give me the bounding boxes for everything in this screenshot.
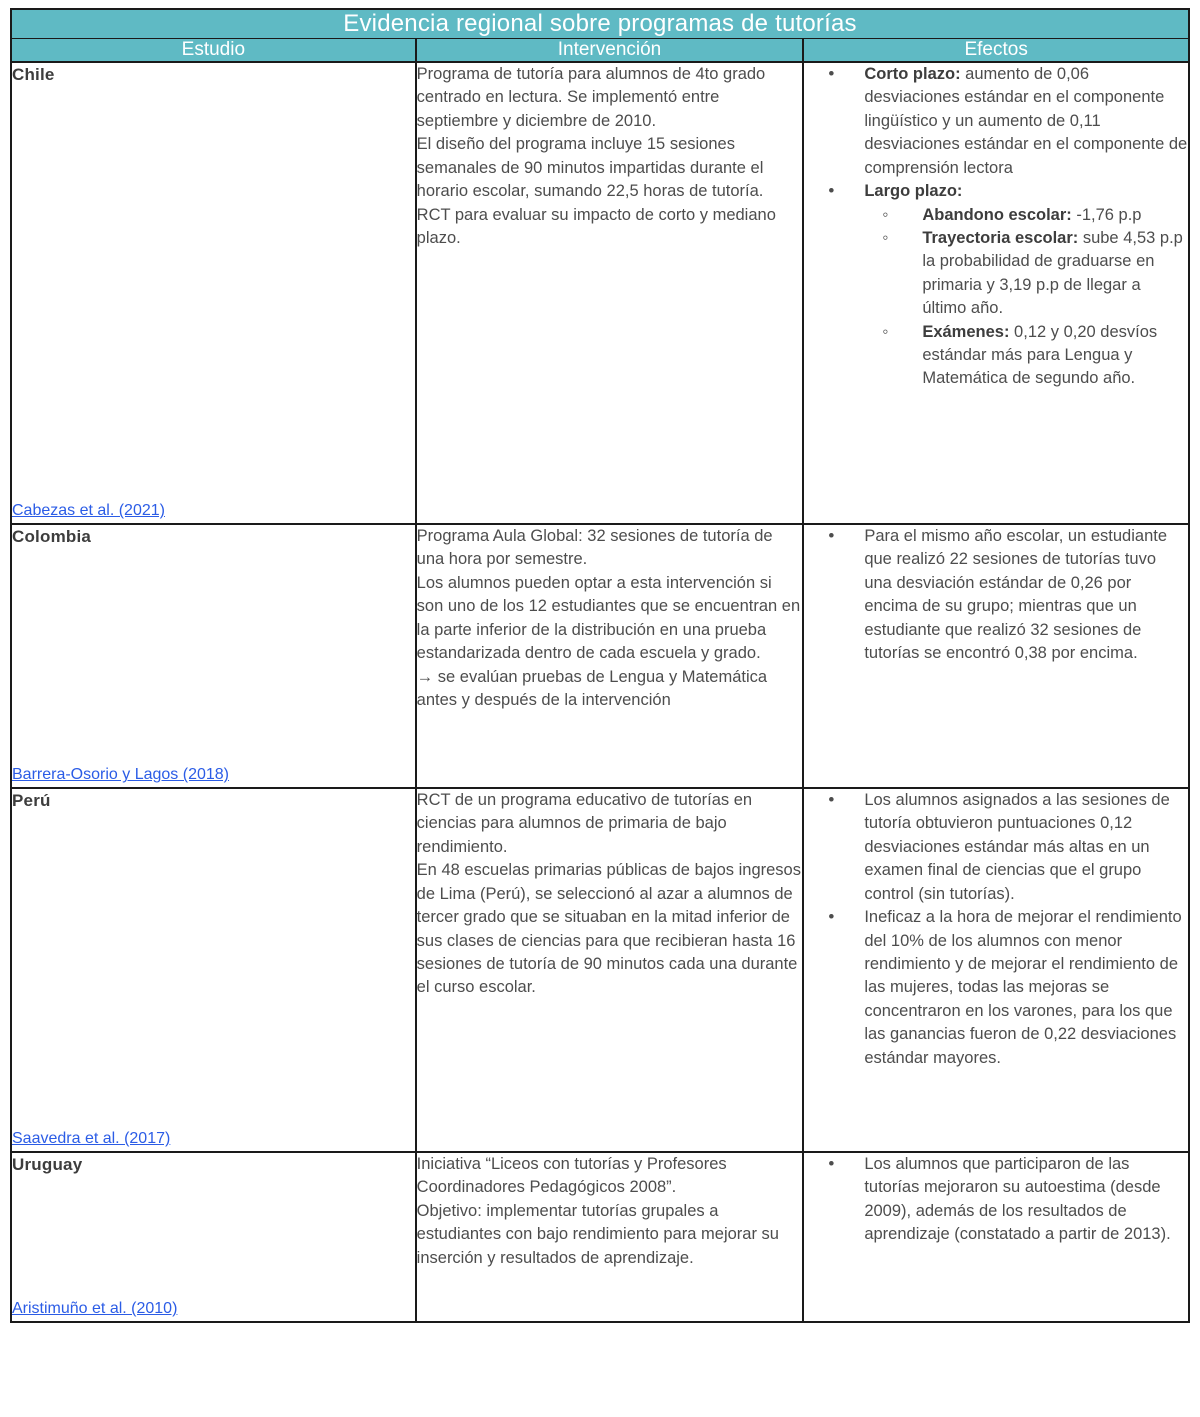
efecto-subtext: sube 4,53 p.p la probabilidad de graduarse en primaria y 3,19 p.p de llegar a último año. — [922, 228, 1183, 318]
efecto-item — [804, 906, 1188, 1070]
efecto-subitem — [864, 321, 1188, 391]
efectos-list — [804, 1153, 1188, 1247]
cell-efectos — [803, 788, 1189, 1152]
estudio-inner — [12, 525, 415, 787]
efecto-subtext: 0,12 y 0,20 desvíos estándar más para Lengua y Matemática de segundo año. — [922, 322, 1158, 388]
efecto-text: Para el mismo año escolar, un estudiante que realizó 22 sesiones de tutorías tuvo una desviación estándar de 0,26 por encima de su grupo; mientras que un estudiante que realizó 32 sesiones de tutorías se encontró 0,38 por encima. — [864, 527, 1167, 663]
efecto-text: Los alumnos asignados a las sesiones de tutoría obtuvieron puntuaciones 0,12 desviaciones estándar más altas en un examen final de ciencias que el grupo control (sin tutorías). — [864, 791, 1170, 903]
citation-wrapper — [12, 1289, 415, 1321]
cell-estudio — [11, 62, 416, 524]
table-header — [11, 9, 1189, 62]
efecto-item — [804, 180, 1188, 391]
efecto-text: Los alumnos que participaron de las tutorías mejoraron su autoestima (desde 2009), además de los resultados de aprendizaje (constatado a partir de 2013). — [864, 1155, 1171, 1244]
intervencion-paragraph: Los alumnos pueden optar a esta intervención si son uno de los 12 estudiantes que se encuentran en la parte inferior de la distribución en una prueba estandarizada dentro de cada escuela y grado. — [416, 573, 801, 663]
country-label: Uruguay — [12, 1155, 83, 1174]
intervencion-paragraph: El diseño del programa incluye 15 sesiones semanales de 90 minutos impartidas durante el horario escolar, sumando 22,5 horas de tutoría. — [416, 135, 764, 201]
cell-intervencion — [416, 524, 804, 788]
estudio-inner — [12, 1153, 415, 1321]
cell-efectos — [803, 62, 1189, 524]
intervencion-paragraph: En 48 escuelas primarias públicas de bajos ingresos de Lima (Perú), se seleccionó al azar a alumnos de tercer grado que se situaban en la mitad inferior de sus clases de ciencias para que recibieran hasta 16 sesiones de tutoría de 90 minutos cada una durante el curso escolar. — [416, 861, 801, 997]
estudio-inner — [12, 63, 415, 523]
cell-estudio — [11, 524, 416, 788]
cell-intervencion — [416, 788, 804, 1152]
efecto-subtext: -1,76 p.p — [1071, 205, 1142, 224]
efectos-list — [804, 63, 1188, 391]
efecto-item — [804, 789, 1188, 906]
efecto-text: aumento de 0,06 desviaciones estándar en el componente lingüístico y un aumento de 0,11 desviaciones estándar en el componente de comprensión lectora — [864, 65, 1188, 177]
intervencion-paragraph: RCT para evaluar su impacto de corto y mediano plazo. — [416, 205, 776, 247]
citation-wrapper — [12, 1119, 415, 1151]
column-header-estudio: Estudio — [11, 39, 416, 63]
table-column-header-row — [11, 39, 1189, 63]
citation-link[interactable]: Barrera-Osorio y Lagos (2018) — [12, 766, 229, 784]
column-header-intervencion: Intervención — [416, 39, 804, 63]
intervencion-paragraph: Objetivo: implementar tutorías grupales a estudiantes con bajo rendimiento para mejorar su inserción y resultados de aprendizaje. — [416, 1201, 779, 1267]
estudio-inner — [12, 789, 415, 1151]
table-row — [11, 62, 1189, 524]
intervencion-paragraph: RCT de un programa educativo de tutorías en ciencias para alumnos de primaria de bajo rendimiento. — [416, 791, 753, 856]
country-label: Chile — [12, 65, 55, 84]
efecto-item — [804, 1153, 1188, 1247]
cell-estudio — [11, 788, 416, 1152]
efecto-text: Ineficaz a la hora de mejorar el rendimiento del 10% de los alumnos con menor rendimiento y de mejorar el rendimiento de las mujeres, todas las mejoras se concentraron en los varones, para los que las ganancias fueron de 0,22 desviaciones estándar mayores. — [864, 908, 1182, 1067]
intervencion-paragraph: Iniciativa “Liceos con tutorías y Profesores Coordinadores Pedagógicos 2008”. — [416, 1155, 727, 1197]
efecto-sublabel: Abandono escolar: — [922, 205, 1072, 224]
efecto-subitem — [864, 227, 1188, 321]
efecto-item — [804, 525, 1188, 666]
cell-estudio — [11, 1152, 416, 1322]
cell-efectos — [803, 524, 1189, 788]
table-body — [11, 62, 1189, 1322]
cell-intervencion — [416, 62, 804, 524]
citation-wrapper — [12, 755, 415, 787]
efecto-sublabel: Exámenes: — [922, 322, 1010, 341]
efecto-label: Corto plazo: — [864, 65, 961, 83]
intervencion-paragraph: → se evalúan pruebas de Lengua y Matemática antes y después de la intervención — [416, 667, 768, 709]
table-row — [11, 788, 1189, 1152]
table-row — [11, 524, 1189, 788]
intervencion-paragraph: Programa Aula Global: 32 sesiones de tutoría de una hora por semestre. — [416, 527, 773, 569]
efecto-label: Largo plazo: — [864, 182, 963, 201]
citation-wrapper — [12, 491, 415, 523]
efecto-item — [804, 63, 1188, 180]
efectos-list — [804, 525, 1188, 666]
country-label: Perú — [12, 791, 51, 810]
efectos-list — [804, 789, 1188, 1070]
efecto-sublabel: Trayectoria escolar: — [922, 228, 1079, 247]
table-title-row — [11, 9, 1189, 39]
table-row — [11, 1152, 1189, 1322]
country-label: Colombia — [12, 527, 92, 546]
table-title: Evidencia regional sobre programas de tutorías — [11, 9, 1189, 39]
evidence-table — [10, 8, 1190, 1323]
intervencion-paragraph: Programa de tutoría para alumnos de 4to grado centrado en lectura. Se implementó entre septiembre y diciembre de 2010. — [416, 65, 766, 130]
efecto-sublist — [864, 204, 1188, 391]
citation-link[interactable]: Cabezas et al. (2021) — [12, 502, 165, 520]
efecto-subitem — [864, 204, 1188, 227]
cell-intervencion — [416, 1152, 804, 1322]
citation-link[interactable]: Saavedra et al. (2017) — [12, 1130, 171, 1148]
citation-link[interactable]: Aristimuño et al. (2010) — [12, 1300, 178, 1318]
cell-efectos — [803, 1152, 1189, 1322]
column-header-efectos: Efectos — [803, 39, 1189, 63]
